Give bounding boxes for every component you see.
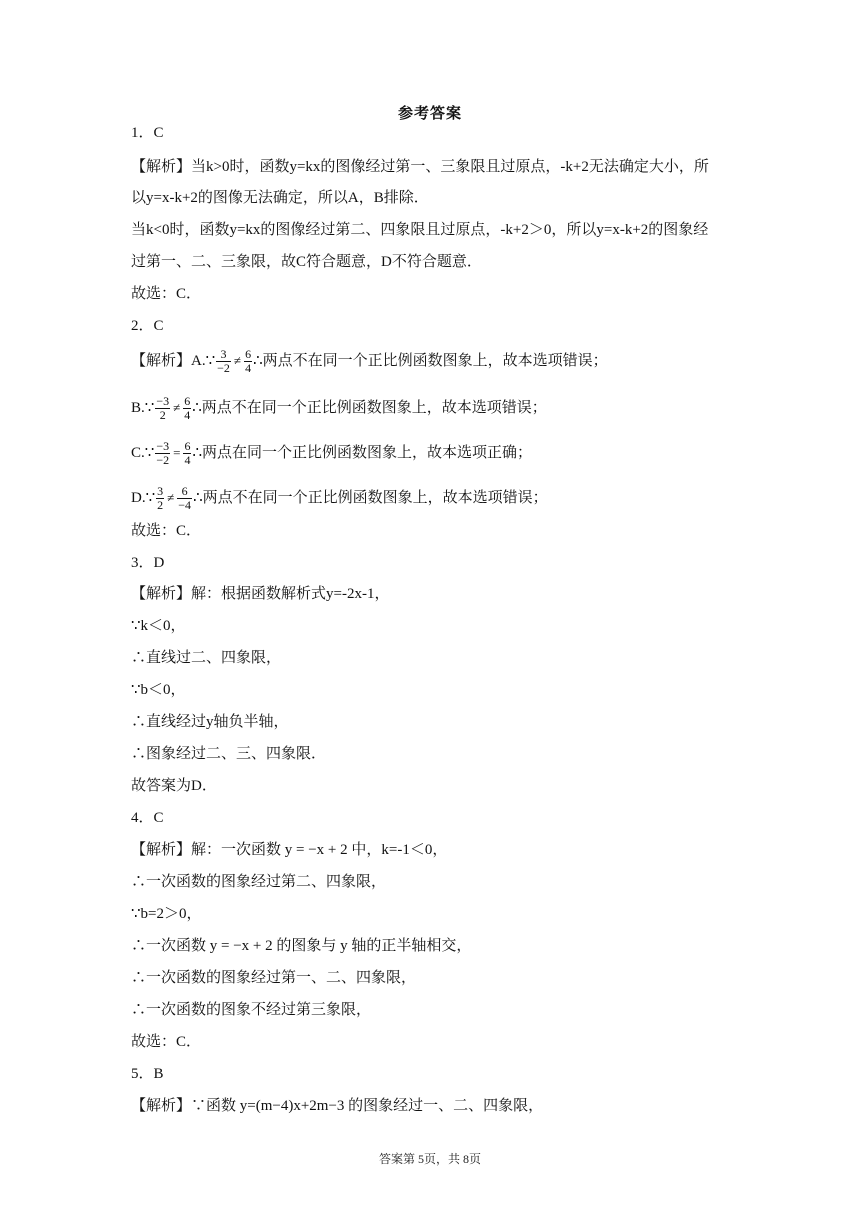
q4-line-4: ∴一次函数 y = −x + 2 的图象与 y 轴的正半轴相交，	[131, 938, 472, 954]
q2-a-operator: ≠	[233, 353, 242, 368]
q3-line-2: ∵k＜0，	[131, 618, 186, 634]
q2-option-b	[131, 394, 547, 422]
q2-a-fraction-1	[216, 348, 231, 375]
q2-head: 2．C	[131, 318, 164, 334]
q2-a-prefix: 【解析】A.∵	[131, 353, 216, 369]
q3-line-6: ∴图象经过二、三、四象限．	[131, 746, 327, 762]
q3-line-3: ∴直线过二、四象限，	[131, 650, 282, 666]
q2-option-c	[131, 439, 532, 467]
q1-head: 1．C	[131, 125, 164, 141]
q3-head: 3．D	[131, 555, 165, 571]
q2-b-den-2: 4	[184, 408, 191, 423]
page-title: 参考答案	[397, 106, 462, 122]
q2-c-prefix: C.∵	[131, 445, 155, 461]
q2-d-den-1: 2	[157, 498, 164, 513]
q2-a-num-1: 3	[216, 348, 231, 362]
q2-d-fraction-1	[156, 485, 164, 512]
q2-d-fraction-2	[177, 485, 192, 512]
q4-line-1: 【解析】解：一次函数 y = −x + 2 中，k=-1＜0，	[131, 842, 448, 858]
q1-line-3: 当k<0时，函数y=kx的图像经过第二、四象限且过原点，-k+2＞0，所以y=x-k+2的图象经	[131, 222, 709, 238]
q2-c-text: ∴两点在同一个正比例函数图象上，故本选项正确；	[192, 445, 532, 461]
q2-end: 故选：C．	[131, 523, 202, 539]
q4-line-5: ∴一次函数的图象经过第一、二、四象限，	[131, 970, 417, 986]
q4-line-6: ∴一次函数的图象不经过第三象限，	[131, 1002, 372, 1018]
q4-line-7: 故选：C．	[131, 1034, 202, 1050]
q2-c-den-2: 4	[184, 453, 191, 468]
page-footer: 答案第 5页，共 8页	[378, 1152, 481, 1166]
q5-line-1: 【解析】∵函数 y=(m−4)x+2m−3 的图象经过一、二、四象限，	[131, 1098, 544, 1114]
q2-d-den-2: −4	[178, 498, 192, 513]
q4-line-3: ∵b=2＞0，	[131, 906, 202, 922]
q5-head: 5．B	[131, 1066, 164, 1082]
q1-line-1: 【解析】当k>0时，函数y=kx的图像经过第一、三象限且过原点，-k+2无法确定大小，所	[131, 159, 709, 175]
q2-d-text: ∴两点不在同一个正比例函数图象上，故本选项错误；	[193, 490, 548, 506]
q2-a-den-2: 4	[245, 361, 252, 376]
q2-d-operator: ≠	[167, 490, 175, 505]
q2-c-operator: =	[173, 445, 181, 460]
q4-line-2: ∴一次函数的图象经过第二、四象限，	[131, 874, 387, 890]
q3-line-1: 【解析】解：根据函数解析式y=-2x-1，	[131, 586, 390, 602]
q2-c-num-1: −3	[156, 439, 170, 454]
q1-line-2: 以y=x-k+2的图像无法确定，所以A，B排除．	[131, 190, 429, 206]
q3-line-5: ∴直线经过y轴负半轴，	[131, 714, 289, 730]
q2-b-prefix: B.∵	[131, 400, 155, 416]
q2-option-d	[131, 484, 548, 512]
q2-c-num-2: 6	[184, 439, 191, 454]
q2-a-text: ∴两点不在同一个正比例函数图象上，故本选项错误；	[253, 353, 608, 369]
q2-b-num-2: 6	[184, 394, 191, 409]
q2-c-den-1: −2	[156, 453, 170, 468]
q3-line-7: 故答案为D．	[131, 778, 217, 794]
q2-c-fraction-2	[183, 440, 191, 467]
q1-line-4: 过第一、二、三象限，故C符合题意，D不符合题意．	[131, 254, 482, 270]
q2-option-a	[131, 347, 608, 375]
q2-d-num-1: 3	[157, 484, 164, 499]
q2-a-fraction-2	[244, 348, 252, 375]
q2-a-num-2: 6	[245, 347, 252, 362]
q1-line-5: 故选：C．	[131, 286, 202, 302]
q3-line-4: ∵b＜0，	[131, 682, 186, 698]
q2-b-fraction-1	[155, 395, 170, 422]
q4-head: 4．C	[131, 810, 164, 826]
q2-b-fraction-2	[183, 395, 191, 422]
q2-d-num-2: 6	[177, 485, 192, 499]
q2-b-den-1: 2	[159, 408, 166, 423]
q2-b-text: ∴两点不在同一个正比例函数图象上，故本选项错误；	[192, 400, 547, 416]
q2-c-fraction-1	[155, 440, 170, 467]
q2-b-operator: ≠	[173, 400, 181, 415]
q2-d-prefix: D.∵	[131, 490, 156, 506]
q2-a-den-1: −2	[217, 361, 230, 376]
q2-b-num-1: −3	[156, 394, 170, 409]
